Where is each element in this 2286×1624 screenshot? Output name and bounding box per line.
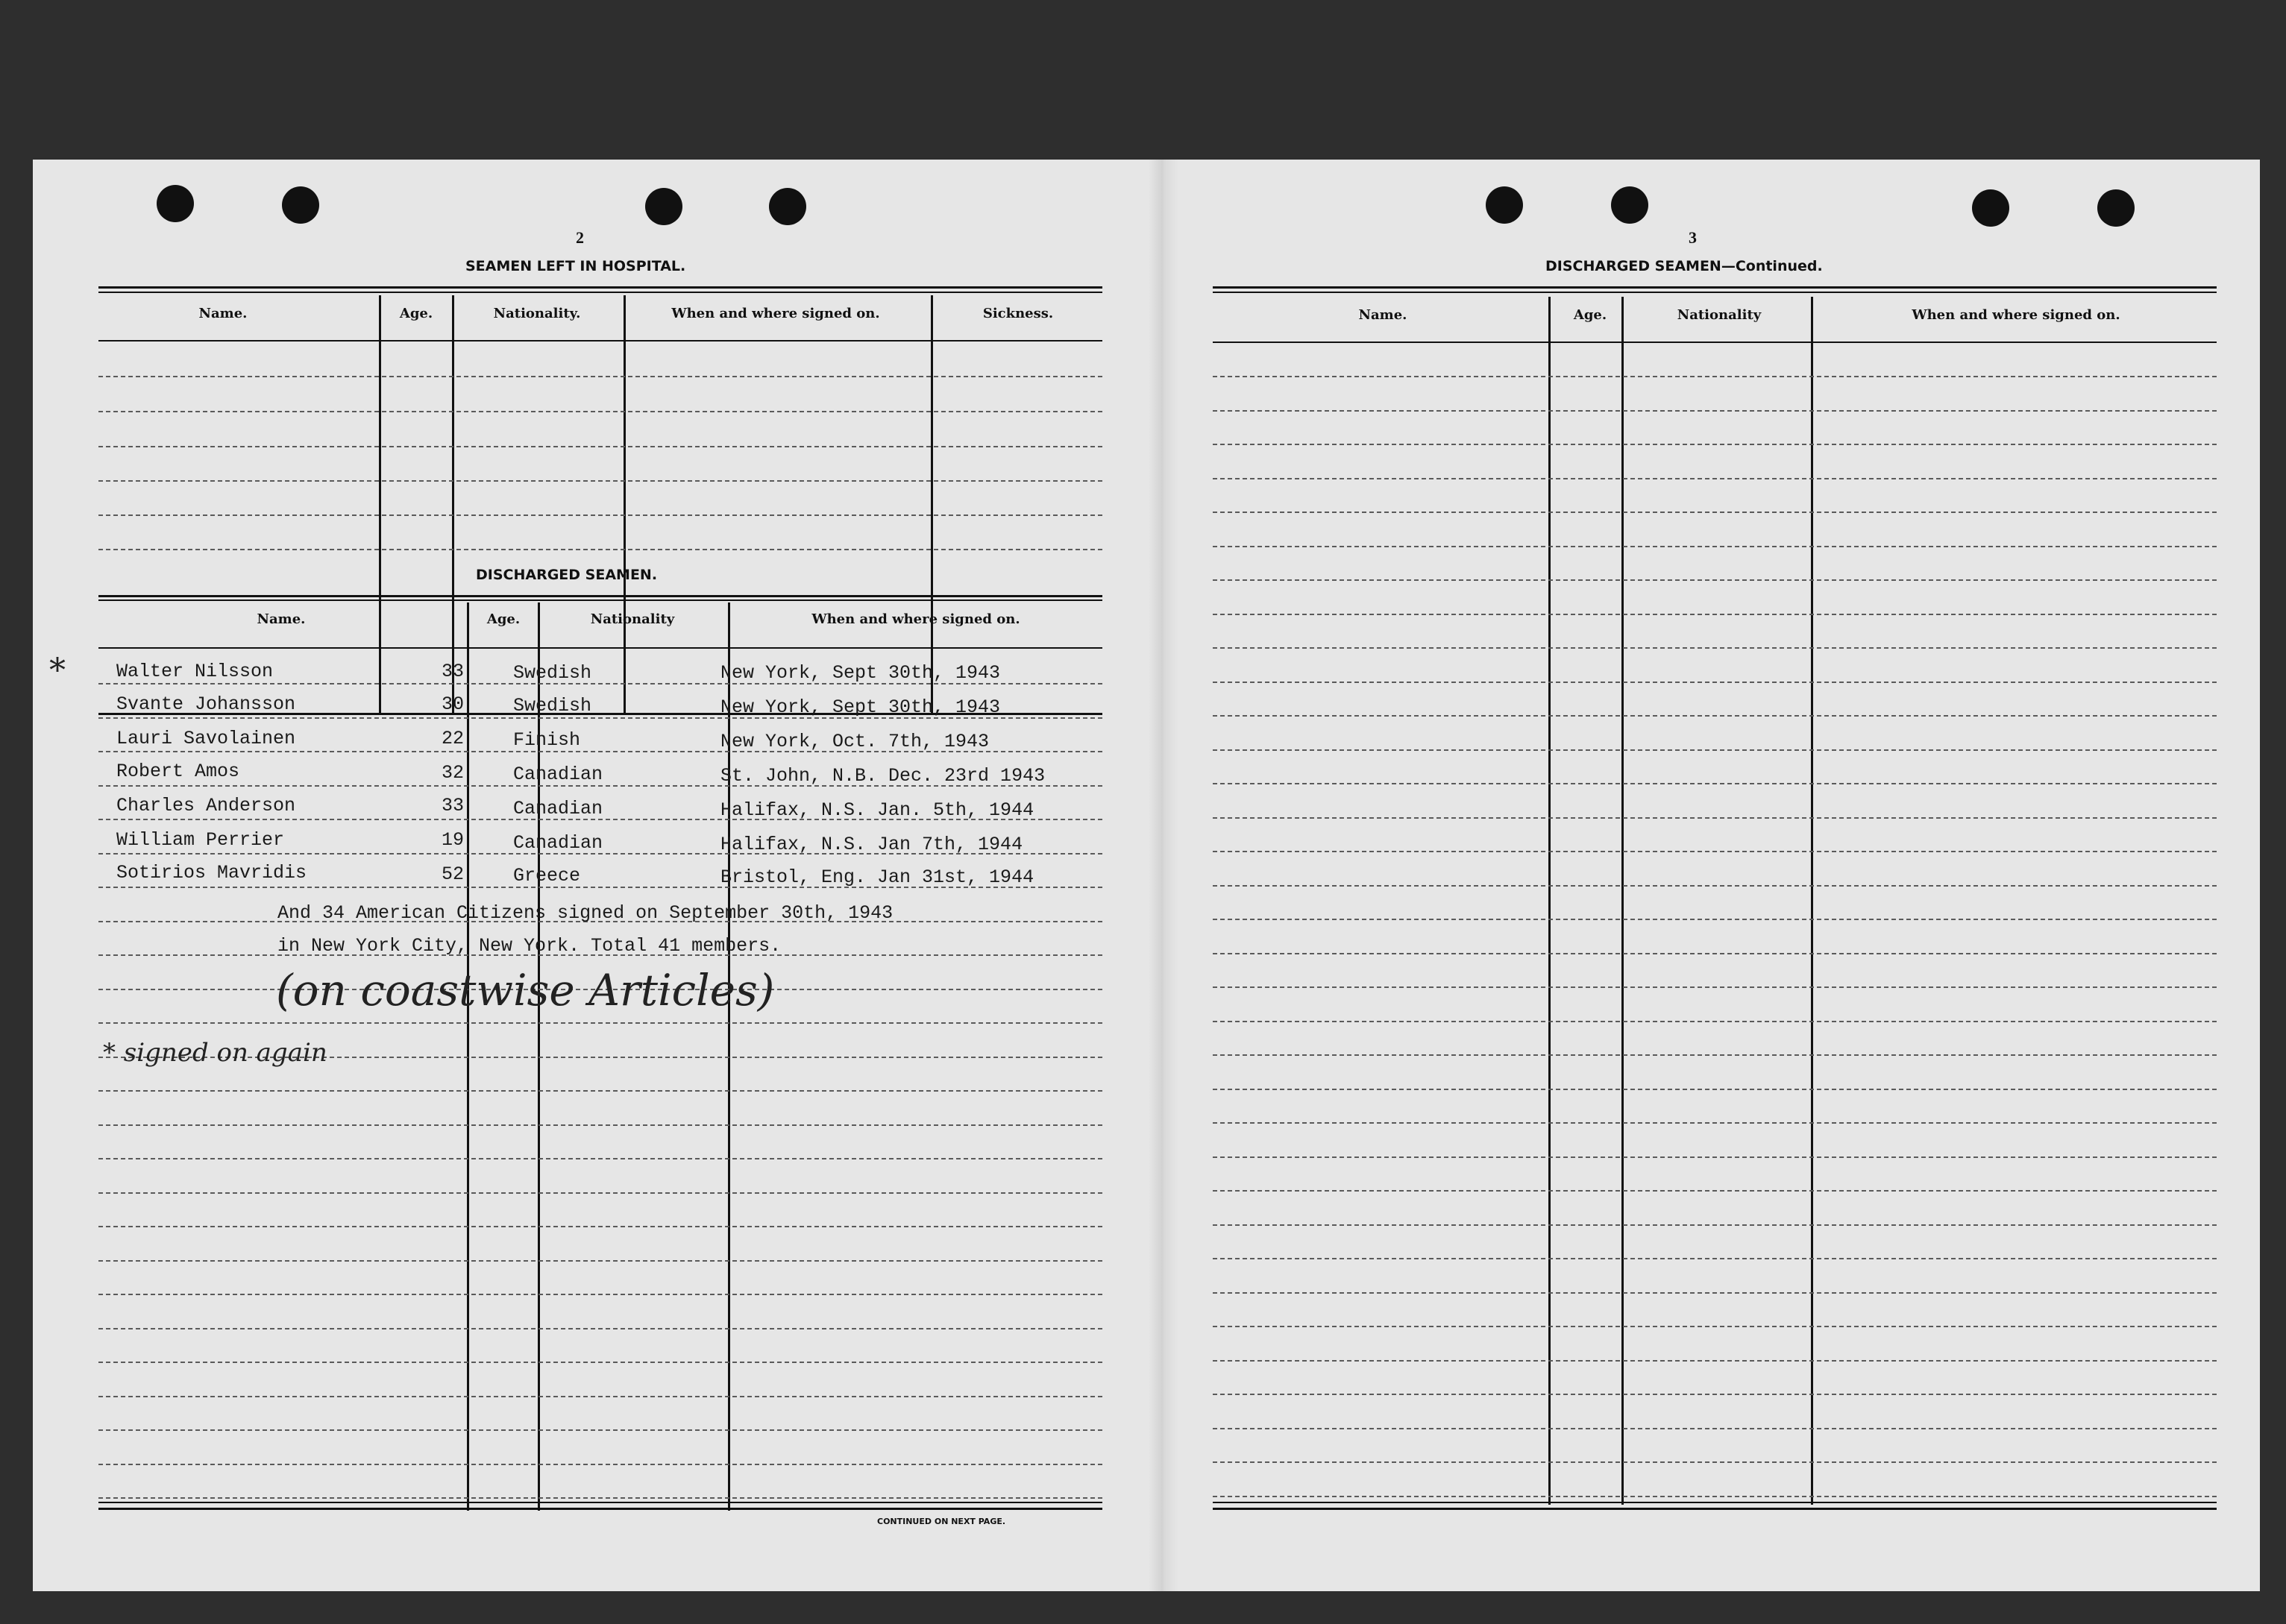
row-line (98, 376, 1102, 377)
row-line (1213, 444, 2217, 445)
table-top-rule (98, 286, 1102, 289)
table-bottom-rule (98, 1502, 1102, 1503)
seaman-signed-on: Halifax, N.S. Jan. 5th, 1944 (720, 799, 1034, 821)
row-line (98, 1396, 1102, 1397)
seaman-name: Svante Johansson (116, 693, 296, 715)
punch-hole (2097, 189, 2135, 227)
seaman-name: Walter Nilsson (116, 661, 274, 682)
punch-hole (157, 185, 194, 222)
punch-hole (282, 186, 319, 224)
punch-hole (1972, 189, 2009, 227)
punch-hole (1486, 186, 1523, 224)
row-line (1213, 1224, 2217, 1226)
seaman-age: 19 (442, 829, 465, 851)
seaman-age: 30 (442, 693, 465, 715)
table-top-rule (98, 595, 1102, 597)
seaman-nationality: Canadian (513, 832, 603, 854)
document-sheet (33, 160, 2260, 1591)
seaman-age: 33 (442, 795, 465, 816)
seaman-name: Robert Amos (116, 761, 240, 782)
row-line (98, 1022, 1102, 1024)
row-line (1213, 715, 2217, 717)
crew-note-line2: in New York City, New York. Total 41 members. (277, 935, 782, 957)
col-header-sickness: Sickness. (982, 306, 1054, 321)
handwritten-coastwise-note: (on coastwise Articles) (276, 965, 775, 1016)
seaman-name: Sotirios Mavridis (116, 862, 307, 884)
seaman-signed-on: New York, Sept 30th, 1943 (720, 662, 1001, 684)
row-line (1213, 410, 2217, 412)
col-header-name: Name. (198, 306, 248, 321)
col-header-name: Name. (1358, 307, 1407, 323)
seaman-age: 22 (442, 728, 465, 749)
row-line (1213, 1428, 2217, 1429)
row-line (1213, 1258, 2217, 1259)
row-line (1213, 579, 2217, 581)
row-line (1213, 1326, 2217, 1327)
header-rule (98, 647, 1102, 649)
table-top-rule (98, 599, 1102, 601)
row-line (1213, 749, 2217, 751)
col-header-nationality: Nationality. (493, 306, 581, 321)
header-rule (1213, 342, 2217, 343)
row-line (98, 1328, 1102, 1329)
page-fold (1149, 160, 1178, 1591)
col-header-signed-on: When and where signed on. (811, 611, 1020, 627)
row-line (1213, 614, 2217, 615)
row-line (1213, 376, 2217, 377)
row-line (1213, 851, 2217, 852)
seaman-signed-on: Bristol, Eng. Jan 31st, 1944 (720, 866, 1034, 888)
seaman-age: 52 (442, 863, 465, 885)
table-top-rule (1213, 286, 2217, 289)
row-line (1213, 1156, 2217, 1158)
page-number: 2 (576, 228, 584, 247)
row-line (98, 1090, 1102, 1092)
row-line (1213, 1461, 2217, 1463)
column-divider (624, 295, 626, 714)
table-bottom-rule (98, 1508, 1102, 1510)
seaman-nationality: Swedish (513, 662, 592, 684)
row-line (1213, 1360, 2217, 1362)
punch-hole (645, 188, 682, 225)
seaman-nationality: Greece (513, 865, 581, 887)
seaman-nationality: Finish (513, 729, 581, 751)
handwritten-asterisk: * (49, 652, 66, 690)
col-header-age: Age. (486, 611, 521, 627)
hospital-section-title: SEAMEN LEFT IN HOSPITAL. (465, 258, 686, 274)
row-line (1213, 1496, 2217, 1497)
col-header-name: Name. (257, 611, 306, 627)
crew-note-line1: And 34 American Citizens signed on September 30th, 1943 (277, 902, 894, 924)
row-line (98, 1294, 1102, 1295)
col-header-signed-on: When and where signed on. (1912, 307, 2120, 323)
row-line (98, 1226, 1102, 1227)
table-bottom-rule (1213, 1502, 2217, 1503)
seaman-age: 33 (442, 661, 465, 682)
row-line (1213, 1122, 2217, 1124)
col-header-age: Age. (399, 306, 433, 321)
discharged-continued-title: DISCHARGED SEAMEN—Continued. (1545, 258, 1823, 274)
row-line (98, 514, 1102, 516)
row-line (1213, 546, 2217, 547)
row-line (1213, 1054, 2217, 1056)
seaman-nationality: Canadian (513, 798, 603, 819)
seaman-name: Lauri Savolainen (116, 728, 296, 749)
seaman-signed-on: New York, Oct. 7th, 1943 (720, 731, 990, 752)
table-bottom-rule (1213, 1508, 2217, 1510)
punch-hole (769, 188, 806, 225)
seaman-age: 32 (442, 762, 465, 784)
col-header-age: Age. (1573, 307, 1607, 323)
seaman-nationality: Swedish (513, 695, 592, 717)
table-top-rule (1213, 292, 2217, 293)
col-header-signed-on: When and where signed on. (671, 306, 880, 321)
row-line (98, 411, 1102, 412)
seaman-signed-on: St. John, N.B. Dec. 23rd 1943 (720, 765, 1046, 787)
seaman-name: Charles Anderson (116, 795, 296, 816)
punch-hole (1611, 186, 1648, 224)
column-divider (931, 295, 933, 714)
continued-footer: CONTINUED ON NEXT PAGE. (877, 1517, 1006, 1526)
col-header-nationality: Nationality (590, 611, 675, 627)
row-line (1213, 1292, 2217, 1294)
row-line (1213, 1394, 2217, 1395)
row-line (1213, 783, 2217, 784)
column-divider (379, 295, 381, 714)
row-line (98, 1260, 1102, 1262)
row-line (98, 446, 1102, 447)
seaman-signed-on: New York, Sept 30th, 1943 (720, 696, 1001, 718)
row-line (1213, 953, 2217, 954)
row-line (1213, 817, 2217, 819)
row-line (1213, 1190, 2217, 1192)
row-line (1213, 682, 2217, 683)
row-line (1213, 1021, 2217, 1022)
discharged-section-title: DISCHARGED SEAMEN. (476, 567, 658, 583)
row-line (98, 1464, 1102, 1465)
row-line (1213, 1089, 2217, 1090)
column-divider (452, 295, 454, 714)
row-line (1213, 512, 2217, 513)
header-rule (98, 340, 1102, 342)
col-header-nationality: Nationality (1677, 307, 1762, 323)
row-line (1213, 478, 2217, 479)
handwritten-signed-again-note: * signed on again (103, 1038, 327, 1068)
row-line (1213, 919, 2217, 920)
row-line (1213, 986, 2217, 988)
seaman-nationality: Canadian (513, 764, 603, 785)
row-line (98, 549, 1102, 550)
row-line (1213, 885, 2217, 887)
table-top-rule (98, 292, 1102, 293)
seaman-signed-on: Halifax, N.S. Jan 7th, 1944 (720, 834, 1023, 855)
row-line (98, 1124, 1102, 1126)
seaman-name: William Perrier (116, 829, 285, 851)
row-line (98, 1429, 1102, 1431)
page-number: 3 (1689, 228, 1697, 247)
row-line (98, 1497, 1102, 1499)
row-line (98, 1362, 1102, 1363)
row-line (98, 1192, 1102, 1194)
row-line (98, 480, 1102, 482)
row-line (1213, 647, 2217, 649)
row-line (98, 1158, 1102, 1159)
